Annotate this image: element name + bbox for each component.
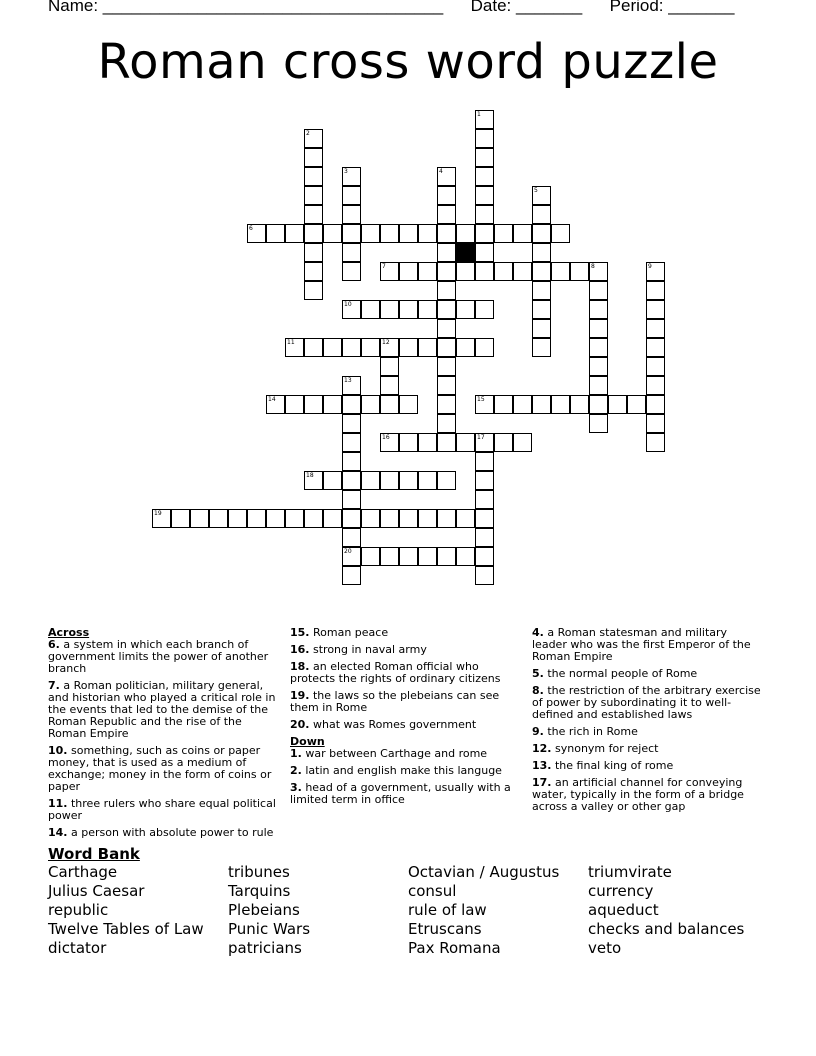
grid-cell[interactable] [342, 509, 361, 528]
grid-cell[interactable] [437, 319, 456, 338]
clue-down-item [290, 782, 522, 806]
grid-cell[interactable] [304, 471, 323, 490]
clue-down-item [532, 685, 764, 721]
clue-number: 13. [532, 759, 552, 772]
clue-down-item [532, 743, 764, 755]
grid-cell[interactable] [532, 262, 551, 281]
grid-cell[interactable] [399, 433, 418, 452]
grid-cell[interactable] [627, 395, 646, 414]
grid-cell[interactable] [475, 167, 494, 186]
clue-number: 20. [290, 718, 310, 731]
grid-cell[interactable] [646, 319, 665, 338]
clue-across-item [290, 719, 522, 731]
grid-cell[interactable] [266, 509, 285, 528]
clue-number: 13 [344, 377, 352, 384]
grid-cell[interactable] [437, 243, 456, 262]
clue-text: latin and english make this languge [301, 764, 502, 777]
grid-cell[interactable] [437, 186, 456, 205]
grid-cell[interactable] [247, 509, 266, 528]
grid-cell[interactable] [437, 224, 456, 243]
grid-cell[interactable] [304, 148, 323, 167]
clue-across-item [48, 827, 280, 839]
clue-text: the normal people of Rome [543, 667, 698, 680]
grid-cell[interactable] [361, 509, 380, 528]
grid-cell[interactable] [551, 395, 570, 414]
grid-cell[interactable] [589, 300, 608, 319]
grid-cell[interactable] [418, 471, 437, 490]
clue-number: 10 [344, 301, 352, 308]
clue-number: 5 [534, 187, 538, 194]
clue-text: the final king of rome [551, 759, 674, 772]
grid-cell[interactable] [437, 376, 456, 395]
name-field[interactable]: Name: ____________________________________ [48, 0, 444, 15]
grid-cell[interactable] [475, 262, 494, 281]
clue-number: 10. [48, 744, 68, 757]
word-bank-item: checks and balances [588, 920, 745, 938]
grid-cell[interactable] [437, 167, 456, 186]
clue-number: 19 [154, 510, 162, 517]
clue-number: 17. [532, 776, 552, 789]
grid-cell[interactable] [342, 300, 361, 319]
clue-number: 20 [344, 548, 352, 555]
grid-cell[interactable] [437, 509, 456, 528]
clue-number: 8 [591, 263, 595, 270]
word-bank-item: Julius Caesar [48, 882, 145, 900]
clue-number: 3 [344, 168, 348, 175]
grid-cell[interactable] [475, 300, 494, 319]
grid-cell[interactable] [304, 205, 323, 224]
word-bank-column-1 [48, 863, 204, 958]
word-bank-item: triumvirate [588, 863, 672, 881]
word-bank-item: aqueduct [588, 901, 659, 919]
clue-number: 9. [532, 725, 544, 738]
word-bank-item: Octavian / Augustus [408, 863, 560, 881]
clue-text: war between Carthage and rome [301, 747, 488, 760]
clue-down-item [532, 627, 764, 663]
clue-number: 5. [532, 667, 544, 680]
word-bank-item: dictator [48, 939, 107, 957]
word-bank-item: Plebeians [228, 901, 300, 919]
grid-cell[interactable] [437, 338, 456, 357]
grid-cell[interactable] [342, 528, 361, 547]
clue-number: 7 [382, 263, 386, 270]
grid-cell[interactable] [456, 547, 475, 566]
grid-cell[interactable] [266, 395, 285, 414]
grid-cell[interactable] [456, 300, 475, 319]
date-field[interactable]: Date: _______ [470, 0, 583, 15]
clue-text: Roman peace [309, 626, 389, 639]
grid-cell[interactable] [361, 395, 380, 414]
word-bank-item: Tarquins [228, 882, 291, 900]
grid-cell[interactable] [323, 395, 342, 414]
grid-cell[interactable] [323, 224, 342, 243]
grid-cell[interactable] [589, 319, 608, 338]
word-bank-column-4 [588, 863, 744, 958]
grid-cell[interactable] [475, 186, 494, 205]
grid-cell[interactable] [342, 433, 361, 452]
grid-cell[interactable] [342, 547, 361, 566]
clue-across-item [48, 745, 280, 793]
grid-cell[interactable] [513, 395, 532, 414]
clue-number: 9 [648, 263, 652, 270]
clue-down-item [290, 748, 522, 760]
grid-cell[interactable] [532, 281, 551, 300]
grid-cell[interactable] [437, 262, 456, 281]
grid-cell[interactable] [494, 433, 513, 452]
grid-cell[interactable] [418, 547, 437, 566]
clue-across-item [48, 680, 280, 740]
grid-cell[interactable] [532, 319, 551, 338]
clue-text: head of a government, usually with a limited term in office [290, 781, 511, 806]
clue-number: 6. [48, 638, 60, 651]
grid-cell[interactable] [589, 376, 608, 395]
clue-text: a person with absolute power to rule [67, 826, 274, 839]
grid-cell[interactable] [304, 167, 323, 186]
word-bank-item: veto [588, 939, 622, 957]
grid-cell[interactable] [456, 509, 475, 528]
grid-cell[interactable] [475, 528, 494, 547]
word-bank-item: Etruscans [408, 920, 482, 938]
word-bank-item: republic [48, 901, 109, 919]
grid-cell[interactable] [418, 300, 437, 319]
grid-cell[interactable] [437, 433, 456, 452]
grid-cell[interactable] [361, 471, 380, 490]
grid-cell[interactable] [437, 414, 456, 433]
grid-cell[interactable] [342, 186, 361, 205]
clue-text: the rich in Rome [543, 725, 638, 738]
clue-text: an artificial channel for conveying water, typically in the form of a bridge across a valley or other gap [532, 776, 744, 813]
grid-cell[interactable] [475, 243, 494, 262]
grid-cell[interactable] [418, 224, 437, 243]
grid-cell[interactable] [551, 224, 570, 243]
grid-cell[interactable] [532, 395, 551, 414]
grid-cell[interactable] [342, 243, 361, 262]
grid-cell[interactable] [418, 433, 437, 452]
grid-cell[interactable] [646, 376, 665, 395]
grid-cell[interactable] [494, 262, 513, 281]
clue-number: 7. [48, 679, 60, 692]
grid-cell[interactable] [646, 300, 665, 319]
grid-cell[interactable] [589, 281, 608, 300]
grid-cell[interactable] [646, 357, 665, 376]
grid-cell[interactable] [304, 186, 323, 205]
grid-cell[interactable] [399, 338, 418, 357]
grid-cell[interactable] [589, 262, 608, 281]
grid-cell[interactable] [380, 471, 399, 490]
black-cell [456, 243, 475, 262]
clue-down-item [290, 765, 522, 777]
clue-number: 11. [48, 797, 68, 810]
grid-cell[interactable] [304, 224, 323, 243]
grid-cell[interactable] [304, 262, 323, 281]
grid-cell[interactable] [475, 471, 494, 490]
clue-number: 1 [477, 111, 481, 118]
grid-cell[interactable] [475, 490, 494, 509]
grid-cell[interactable] [437, 205, 456, 224]
grid-cell[interactable] [589, 395, 608, 414]
clue-text: what was Romes government [309, 718, 477, 731]
grid-cell[interactable] [475, 338, 494, 357]
clue-text: a system in which each branch of government limits the power of another branch [48, 638, 269, 675]
grid-cell[interactable] [532, 243, 551, 262]
grid-cell[interactable] [475, 452, 494, 471]
grid-cell[interactable] [646, 338, 665, 357]
grid-cell[interactable] [589, 338, 608, 357]
clue-text: a Roman politician, military general, and historian who played a critical role in the events that led to the demise of the Roman Republic and the rise of the Roman Empire [48, 679, 276, 740]
grid-cell[interactable] [342, 452, 361, 471]
clue-text: three rulers who share equal political power [48, 797, 276, 822]
grid-cell[interactable] [399, 471, 418, 490]
clue-text: an elected Roman official who protects the rights of ordinary citizens [290, 660, 501, 685]
grid-cell[interactable] [437, 281, 456, 300]
grid-cell[interactable] [342, 224, 361, 243]
clue-number: 12 [382, 339, 390, 346]
grid-cell[interactable] [152, 509, 171, 528]
grid-cell[interactable] [570, 262, 589, 281]
grid-cell[interactable] [532, 205, 551, 224]
word-bank-column-3 [408, 863, 559, 958]
grid-cell[interactable] [361, 547, 380, 566]
grid-cell[interactable] [399, 509, 418, 528]
clue-number: 18. [290, 660, 310, 673]
grid-cell[interactable] [646, 281, 665, 300]
grid-cell[interactable] [513, 433, 532, 452]
grid-cell[interactable] [342, 490, 361, 509]
grid-cell[interactable] [532, 186, 551, 205]
grid-cell[interactable] [513, 262, 532, 281]
grid-cell[interactable] [437, 547, 456, 566]
grid-cell[interactable] [380, 433, 399, 452]
grid-cell[interactable] [475, 547, 494, 566]
clues-column-1 [48, 627, 280, 844]
grid-cell[interactable] [456, 224, 475, 243]
grid-cell[interactable] [551, 262, 570, 281]
grid-cell[interactable] [266, 224, 285, 243]
grid-cell[interactable] [304, 243, 323, 262]
word-bank-item: Twelve Tables of Law [48, 920, 204, 938]
clue-number: 2 [306, 130, 310, 137]
grid-cell[interactable] [532, 338, 551, 357]
clue-number: 8. [532, 684, 544, 697]
grid-cell[interactable] [361, 224, 380, 243]
clue-across-item [290, 690, 522, 714]
grid-cell[interactable] [323, 509, 342, 528]
grid-cell[interactable] [380, 547, 399, 566]
grid-cell[interactable] [380, 300, 399, 319]
clue-down-item [532, 668, 764, 680]
grid-cell[interactable] [342, 167, 361, 186]
word-bank-item: consul [408, 882, 457, 900]
clues-column-3 [532, 627, 764, 818]
grid-cell[interactable] [475, 433, 494, 452]
word-bank-title: Word Bank [48, 845, 140, 863]
grid-cell[interactable] [475, 205, 494, 224]
clue-down-item [532, 777, 764, 813]
clue-across-item [290, 661, 522, 685]
grid-cell[interactable] [418, 509, 437, 528]
grid-cell[interactable] [380, 338, 399, 357]
grid-cell[interactable] [399, 547, 418, 566]
grid-cell[interactable] [475, 395, 494, 414]
grid-cell[interactable] [285, 395, 304, 414]
grid-cell[interactable] [304, 281, 323, 300]
clue-number: 16. [290, 643, 310, 656]
clue-across-item [48, 798, 280, 822]
word-bank-item: patricians [228, 939, 302, 957]
grid-cell[interactable] [342, 338, 361, 357]
clue-across-item [290, 644, 522, 656]
clue-number: 14 [268, 396, 276, 403]
clue-text: strong in naval army [309, 643, 427, 656]
clue-across-item [48, 639, 280, 675]
clue-number: 11 [287, 339, 295, 346]
clue-text: the laws so the plebeians can see them in Rome [290, 689, 500, 714]
grid-cell[interactable] [399, 262, 418, 281]
word-bank-item: Punic Wars [228, 920, 311, 938]
grid-cell[interactable] [456, 338, 475, 357]
word-bank-item: rule of law [408, 901, 487, 919]
clue-section-heading: Across [48, 626, 90, 639]
grid-cell[interactable] [646, 395, 665, 414]
grid-cell[interactable] [342, 376, 361, 395]
clue-number: 17 [477, 434, 485, 441]
grid-cell[interactable] [399, 395, 418, 414]
clue-text: a Roman statesman and military leader who was the first Emperor of the Roman Empire [532, 626, 751, 663]
clue-number: 4 [439, 168, 443, 175]
grid-cell[interactable] [190, 509, 209, 528]
clue-down-item [532, 760, 764, 772]
grid-cell[interactable] [589, 414, 608, 433]
grid-cell[interactable] [437, 300, 456, 319]
grid-cell[interactable] [418, 338, 437, 357]
clue-number: 14. [48, 826, 68, 839]
word-bank-item: tribunes [228, 863, 290, 881]
clue-number: 18 [306, 472, 314, 479]
clue-number: 15 [477, 396, 485, 403]
grid-cell[interactable] [589, 357, 608, 376]
grid-cell[interactable] [608, 395, 627, 414]
grid-cell[interactable] [437, 471, 456, 490]
grid-cell[interactable] [304, 395, 323, 414]
clue-number: 19. [290, 689, 310, 702]
clue-number: 15. [290, 626, 310, 639]
grid-cell[interactable] [380, 357, 399, 376]
grid-cell[interactable] [456, 262, 475, 281]
grid-cell[interactable] [380, 224, 399, 243]
clue-down-item [532, 726, 764, 738]
grid-cell[interactable] [304, 129, 323, 148]
grid-cell[interactable] [475, 148, 494, 167]
grid-cell[interactable] [532, 224, 551, 243]
word-bank-item: currency [588, 882, 654, 900]
grid-cell[interactable] [437, 395, 456, 414]
clue-number: 1. [290, 747, 302, 760]
grid-cell[interactable] [285, 509, 304, 528]
grid-cell[interactable] [570, 395, 589, 414]
word-bank-item: Carthage [48, 863, 118, 881]
grid-cell[interactable] [209, 509, 228, 528]
word-bank-item: Pax Romana [408, 939, 501, 957]
clue-number: 2. [290, 764, 302, 777]
grid-cell[interactable] [437, 357, 456, 376]
grid-cell[interactable] [342, 205, 361, 224]
grid-cell[interactable] [342, 262, 361, 281]
grid-cell[interactable] [380, 509, 399, 528]
puzzle-title: Roman cross word puzzle [97, 34, 719, 90]
grid-cell[interactable] [323, 338, 342, 357]
grid-cell[interactable] [285, 224, 304, 243]
clue-number: 3. [290, 781, 302, 794]
grid-cell[interactable] [475, 110, 494, 129]
clue-text: the restriction of the arbitrary exercise of power by subordinating it to well-defined and established laws [532, 684, 761, 721]
grid-cell[interactable] [646, 414, 665, 433]
clue-across-item [290, 627, 522, 639]
clue-number: 6 [249, 225, 253, 232]
grid-cell[interactable] [494, 224, 513, 243]
grid-cell[interactable] [380, 262, 399, 281]
grid-cell[interactable] [323, 471, 342, 490]
grid-cell[interactable] [342, 414, 361, 433]
clue-number: 4. [532, 626, 544, 639]
clue-text: synonym for reject [551, 742, 659, 755]
period-field[interactable]: Period: _______ [609, 0, 735, 15]
grid-cell[interactable] [475, 566, 494, 585]
grid-cell[interactable] [646, 433, 665, 452]
grid-cell[interactable] [475, 224, 494, 243]
grid-cell[interactable] [418, 262, 437, 281]
grid-cell[interactable] [342, 566, 361, 585]
clue-text: something, such as coins or paper money, that is used as a medium of exchange; money in the form of coins or paper [48, 744, 272, 793]
clue-section-heading: Down [290, 735, 325, 748]
grid-cell[interactable] [342, 395, 361, 414]
grid-cell[interactable] [285, 338, 304, 357]
grid-cell[interactable] [513, 224, 532, 243]
grid-cell[interactable] [380, 376, 399, 395]
grid-cell[interactable] [228, 509, 247, 528]
grid-cell[interactable] [171, 509, 190, 528]
grid-cell[interactable] [342, 471, 361, 490]
clues-column-2 [290, 627, 522, 811]
word-bank-column-2 [228, 863, 310, 958]
grid-cell[interactable] [399, 224, 418, 243]
grid-cell[interactable] [361, 300, 380, 319]
grid-cell[interactable] [475, 129, 494, 148]
grid-cell[interactable] [646, 262, 665, 281]
grid-cell[interactable] [494, 395, 513, 414]
grid-cell[interactable] [532, 300, 551, 319]
grid-cell[interactable] [380, 395, 399, 414]
grid-cell[interactable] [456, 433, 475, 452]
grid-cell[interactable] [399, 300, 418, 319]
grid-cell[interactable] [475, 509, 494, 528]
grid-cell[interactable] [361, 338, 380, 357]
clue-number: 16 [382, 434, 390, 441]
grid-cell[interactable] [304, 338, 323, 357]
clue-number: 12. [532, 742, 552, 755]
grid-cell[interactable] [247, 224, 266, 243]
grid-cell[interactable] [304, 509, 323, 528]
